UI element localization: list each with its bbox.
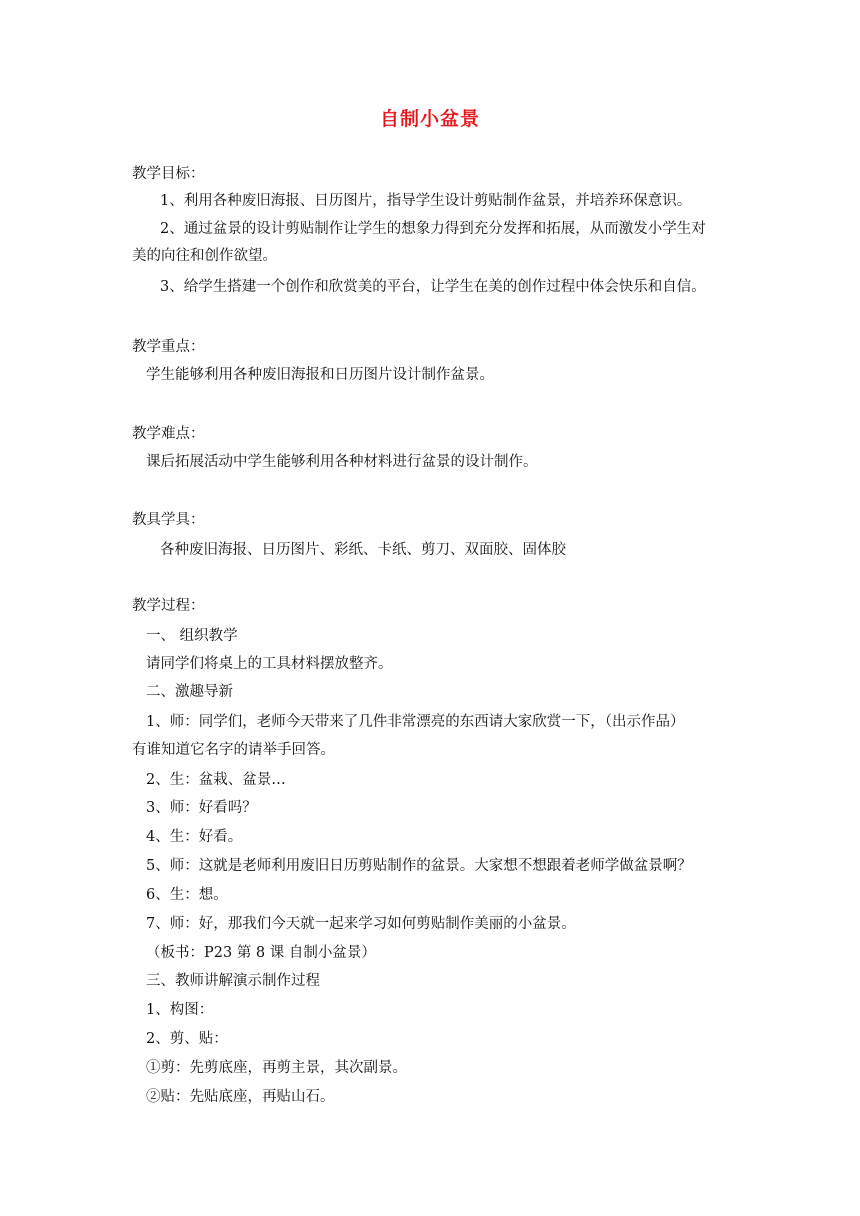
process-step-2-item-6: 6、生：想。 (146, 887, 228, 903)
process-step-1-text: 请同学们将桌上的工具材料摆放整齐。 (146, 656, 393, 672)
process-step-3-cut: ①剪：先剪底座，再剪主景，其次副景。 (146, 1060, 407, 1076)
objective-item-3: 3、给学生搭建一个创作和欣赏美的平台，让学生在美的创作过程中体会快乐和自信。 (160, 279, 706, 295)
blackboard-note: （板书：P23 第 8 课 自制小盆景） (146, 945, 376, 961)
process-step-2-item-2: 2、生：盆栽、盆景… (146, 772, 286, 788)
process-heading: 教学过程： (132, 598, 205, 614)
objectives-heading: 教学目标： (132, 166, 205, 182)
tools-heading: 教具学具： (132, 512, 205, 528)
document-title: 自制小盆景 (379, 108, 480, 130)
process-step-2-item-1-line-1: 1、师：同学们，老师今天带来了几件非常漂亮的东西请大家欣赏一下，（出示作品） (146, 714, 685, 730)
process-step-3-paste: ②贴：先贴底座，再贴山石。 (146, 1089, 335, 1105)
objective-item-1: 1、利用各种废旧海报、日历图片，指导学生设计剪贴制作盆景，并培养环保意识。 (160, 193, 692, 209)
objective-item-2-line-2: 美的向往和创作欲望。 (132, 248, 277, 264)
process-step-2-item-5: 5、师：这就是老师利用废旧日历剪贴制作的盆景。大家想不想跟着老师学做盆景啊？ (146, 858, 692, 874)
process-step-2-item-3: 3、师：好看吗？ (146, 800, 257, 816)
process-step-2-item-7: 7、师：好，那我们今天就一起来学习如何剪贴制作美丽的小盆景。 (146, 916, 576, 932)
difficulty-text: 课后拓展活动中学生能够利用各种材料进行盆景的设计制作。 (146, 454, 538, 470)
objective-item-2-line-1: 2、通过盆景的设计剪贴制作让学生的想象力得到充分发挥和拓展，从而激发小学生对 (160, 221, 706, 237)
key-point-heading: 教学重点： (132, 339, 205, 355)
process-step-2-title: 二、激趣导新 (146, 684, 233, 700)
process-step-2-item-4: 4、生：好看。 (146, 829, 243, 845)
difficulty-heading: 教学难点： (132, 426, 205, 442)
process-step-1-title: 一、 组织教学 (146, 628, 238, 644)
process-step-3-item-2: 2、剪、贴： (146, 1031, 228, 1047)
process-step-3-item-1: 1、构图： (146, 1002, 214, 1018)
key-point-text: 学生能够利用各种废旧海报和日历图片设计制作盆景。 (146, 367, 494, 383)
process-step-2-item-1-line-2: 有谁知道它名字的请举手回答。 (132, 742, 335, 758)
tools-text: 各种废旧海报、日历图片、彩纸、卡纸、剪刀、双面胶、固体胶 (160, 542, 566, 558)
process-step-3-title: 三、教师讲解演示制作过程 (146, 973, 320, 989)
